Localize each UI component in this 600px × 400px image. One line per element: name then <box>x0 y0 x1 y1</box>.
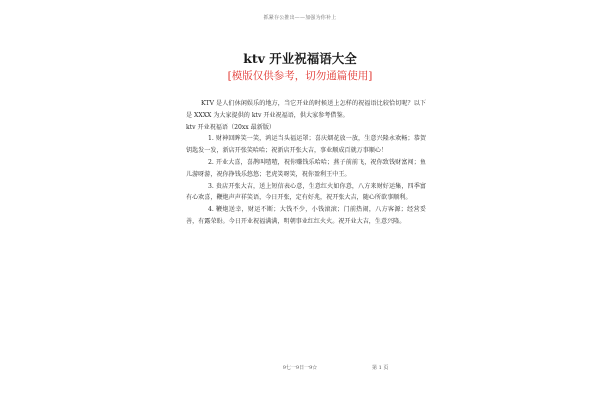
document-title: ktv 开业祝福语大全 <box>243 51 357 66</box>
page-number: 第 1 页 <box>372 365 389 371</box>
section-heading: ktv 开业祝福语（20xx 最新版） <box>186 123 276 131</box>
document-subtitle: [模版仅供参考，切勿通篇使用] <box>227 70 373 82</box>
intro-paragraph: KTV 是人们休闲娱乐的地方，当它开业的时候送上怎样的祝福语比较恰切呢？以下是 XXXX 为大家提供的 ktv 开业祝福语，供大家参考借鉴。 <box>186 100 426 119</box>
header-note: 抓紧存公推出——加强为你补上 <box>263 15 337 21</box>
document-body <box>186 98 426 228</box>
footer-center-text: 9七一9日一9☆ <box>282 365 318 371</box>
blessing-item: 4. 鞭炮送幸，财运不断；大钱不少，小钱滚滚；门前热闹，八方客源；经营妥善，有露荣盼。今日开业祝福满满，明朝事业红红火火。祝开业大吉，生意兴隆。 <box>186 206 426 225</box>
blessing-item: 2. 开业大喜，喜鹊叫喳喳，祝你赚钱乐哈哈；燕子前前飞，祝你致钱财富闯；鱼儿游呀游，祝你挣钱乐悠悠；老虎笑呀笑，祝你盈利王中王。 <box>186 158 426 178</box>
blessing-item: 3. 贵店开张大吉，送上短信表心意，生意红火如你意，八方来财好运集，四季富有心欢喜，鞭炮声声祥笑语，今日开张，定有好兆，祝开张大吉，随心所欲事顺利。 <box>186 182 426 202</box>
blessing-item: 1. 财神回眸笑一笑，鸿运当头福运罩；喜庆烟花放一放，生意兴隆永欢畅；恭贺钥匙发一发，新店开张笑哈哈；祝新店开张大吉，事业顺成百就万事顺心！ <box>186 135 426 155</box>
